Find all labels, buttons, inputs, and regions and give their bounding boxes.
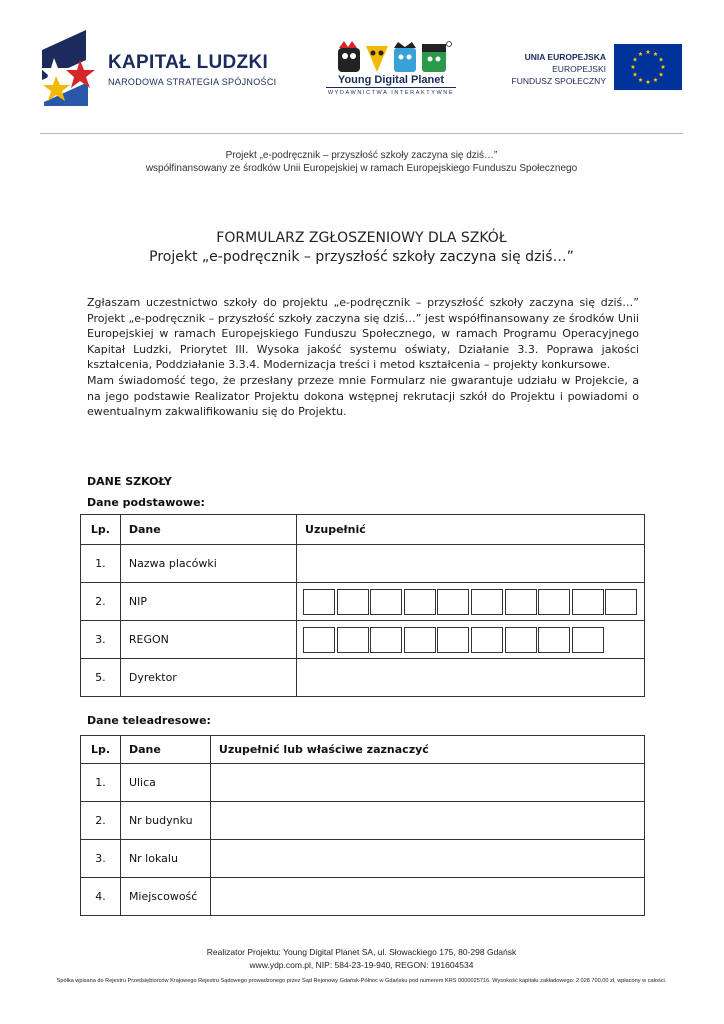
nip-digit-box[interactable] [572, 589, 604, 615]
contact-data-heading: Dane teleadresowe: [87, 714, 211, 727]
regon-digit-box[interactable] [505, 627, 537, 653]
kapital-ludzki-subtitle: NARODOWA STRATEGIA SPÓJNOŚCI [108, 77, 277, 87]
regon-digit-box[interactable] [471, 627, 503, 653]
col-lp: Lp. [81, 515, 121, 545]
eu-flag-icon [614, 44, 682, 90]
row-lp: 3. [81, 840, 121, 878]
row-label: Dyrektor [120, 659, 296, 697]
regon-digit-box[interactable] [303, 627, 335, 653]
nip-digit-boxes [303, 589, 644, 615]
footer-line-2: www.ydp.com.pl, NIP: 584-23-19-940, REGON: 191604534 [249, 960, 474, 970]
row-label: NIP [120, 583, 296, 621]
nip-digit-box[interactable] [538, 589, 570, 615]
row-lp: 1. [81, 764, 121, 802]
regon-digit-box[interactable] [337, 627, 369, 653]
table-row [81, 878, 645, 916]
footer-line-3: Spółka wpisana do Rejestru Przedsiębiorców Krajowego Rejestru Sądowego prowadzonego przez Sąd Rejonowy Gdańsk-Północ w Gdańsku pod numerem KRS 0000025716. Wysokość kapitału zakładowego: 2 028 700,00 zł, wpłacony w całości. [56, 978, 667, 984]
table-row [81, 545, 645, 583]
row-label: REGON [120, 621, 296, 659]
header-divider [40, 133, 683, 134]
nip-digit-box[interactable] [505, 589, 537, 615]
nip-digit-box[interactable] [437, 589, 469, 615]
project-line-2: współfinansowany ze środków Unii Europejskiej w ramach Europejskiego Funduszu Społecznego [145, 163, 578, 174]
col-lp: Lp. [81, 736, 121, 764]
table-header-row [81, 736, 645, 764]
col-dane: Dane [120, 515, 296, 545]
nip-digit-box[interactable] [404, 589, 436, 615]
regon-digit-box[interactable] [404, 627, 436, 653]
row-label: Nazwa placówki [120, 545, 296, 583]
street-field[interactable] [210, 764, 644, 802]
regon-digit-box[interactable] [572, 627, 604, 653]
table-row [81, 840, 645, 878]
intro-paragraph-1: Zgłaszam uczestnictwo szkoły do projektu „e-podręcznik – przyszłość szkoły zaczyna się dziś…” Projekt „e-podręcznik – przyszłość szkoły zaczyna się dziś…” jest współfinansowany ze środków Unii Europejskiej w ramach Europejskiego Funduszu Społecznego, w ramach Programu Operacyjnego Kapitał Ludzki, Priorytet III. Wysoka jakość systemu oświaty, Działanie 3.3. Poprawa jakości kształcenia, Poddziałanie 3.3.4. Modernizacja treści i metod kształcenia – projekty konkursowe. [87, 296, 639, 372]
table-row [81, 583, 645, 621]
row-lp: 3. [81, 621, 121, 659]
nip-digit-box[interactable] [370, 589, 402, 615]
building-number-field[interactable] [210, 802, 644, 840]
form-subtitle: Projekt „e-podręcznik – przyszłość szkoły zaczyna się dziś…” [149, 249, 574, 265]
col-uzupelnic-zaznaczyc: Uzupełnić lub właściwe zaznaczyć [210, 736, 644, 764]
section-heading: DANE SZKOŁY [87, 475, 172, 488]
nip-digit-box[interactable] [337, 589, 369, 615]
ydp-name: Young Digital Planet [337, 74, 445, 86]
row-lp: 2. [81, 583, 121, 621]
regon-digit-box[interactable] [538, 627, 570, 653]
nip-digit-box[interactable] [605, 589, 637, 615]
apartment-number-field[interactable] [210, 840, 644, 878]
table-row [81, 621, 645, 659]
kapital-ludzki-title: KAPITAŁ LUDZKI [108, 52, 269, 73]
director-field[interactable] [297, 659, 645, 697]
ydp-subtitle: WYDAWNICTWA INTERAKTYWNE [327, 90, 455, 96]
form-title: FORMULARZ ZGŁOSZENIOWY DLA SZKÓŁ [216, 230, 507, 246]
row-label: Miejscowość [120, 878, 210, 916]
row-label: Ulica [120, 764, 210, 802]
basic-data-heading: Dane podstawowe: [87, 496, 205, 509]
nip-digit-box[interactable] [471, 589, 503, 615]
eu-line-2: EUROPEJSKI [552, 64, 606, 74]
contact-data-table [80, 735, 645, 916]
nip-field [297, 583, 645, 621]
regon-digit-boxes [303, 627, 644, 653]
project-line-1: Projekt „e-podręcznik – przyszłość szkoły zaczyna się dziś…” [225, 150, 498, 161]
table-header-row [81, 515, 645, 545]
col-uzupelnic: Uzupełnić [297, 515, 645, 545]
row-lp: 2. [81, 802, 121, 840]
intro-paragraph-2: Mam świadomość tego, że przesłany przeze mnie Formularz nie gwarantuje udziału w Projekcie, a na jego podstawie Realizator Projektu dokona wstępnej rekrutacji szkół do Projektu i powiadomi o ewentualnym zakwalifikowaniu się do Projektu. [87, 373, 639, 419]
row-label: Nr budynku [120, 802, 210, 840]
row-lp: 5. [81, 659, 121, 697]
eu-line-3: FUNDUSZ SPOŁECZNY [511, 76, 606, 86]
row-lp: 1. [81, 545, 121, 583]
intro-text [87, 295, 639, 420]
kapital-ludzki-emblem-icon [42, 30, 102, 106]
regon-digit-box[interactable] [370, 627, 402, 653]
row-lp: 4. [81, 878, 121, 916]
table-row [81, 802, 645, 840]
eu-line-1: UNIA EUROPEJSKA [524, 52, 606, 62]
nip-digit-box[interactable] [303, 589, 335, 615]
regon-field [297, 621, 645, 659]
ydp-characters-icon [336, 40, 452, 74]
school-name-field[interactable] [297, 545, 645, 583]
col-dane: Dane [120, 736, 210, 764]
footer-line-1: Realizator Projektu: Young Digital Planet SA, ul. Słowackiego 175, 80-298 Gdańsk [206, 947, 517, 957]
ydp-underline [326, 87, 456, 88]
city-field[interactable] [210, 878, 644, 916]
table-row [81, 659, 645, 697]
basic-data-table [80, 514, 645, 697]
row-label: Nr lokalu [120, 840, 210, 878]
table-row [81, 764, 645, 802]
regon-digit-box[interactable] [437, 627, 469, 653]
